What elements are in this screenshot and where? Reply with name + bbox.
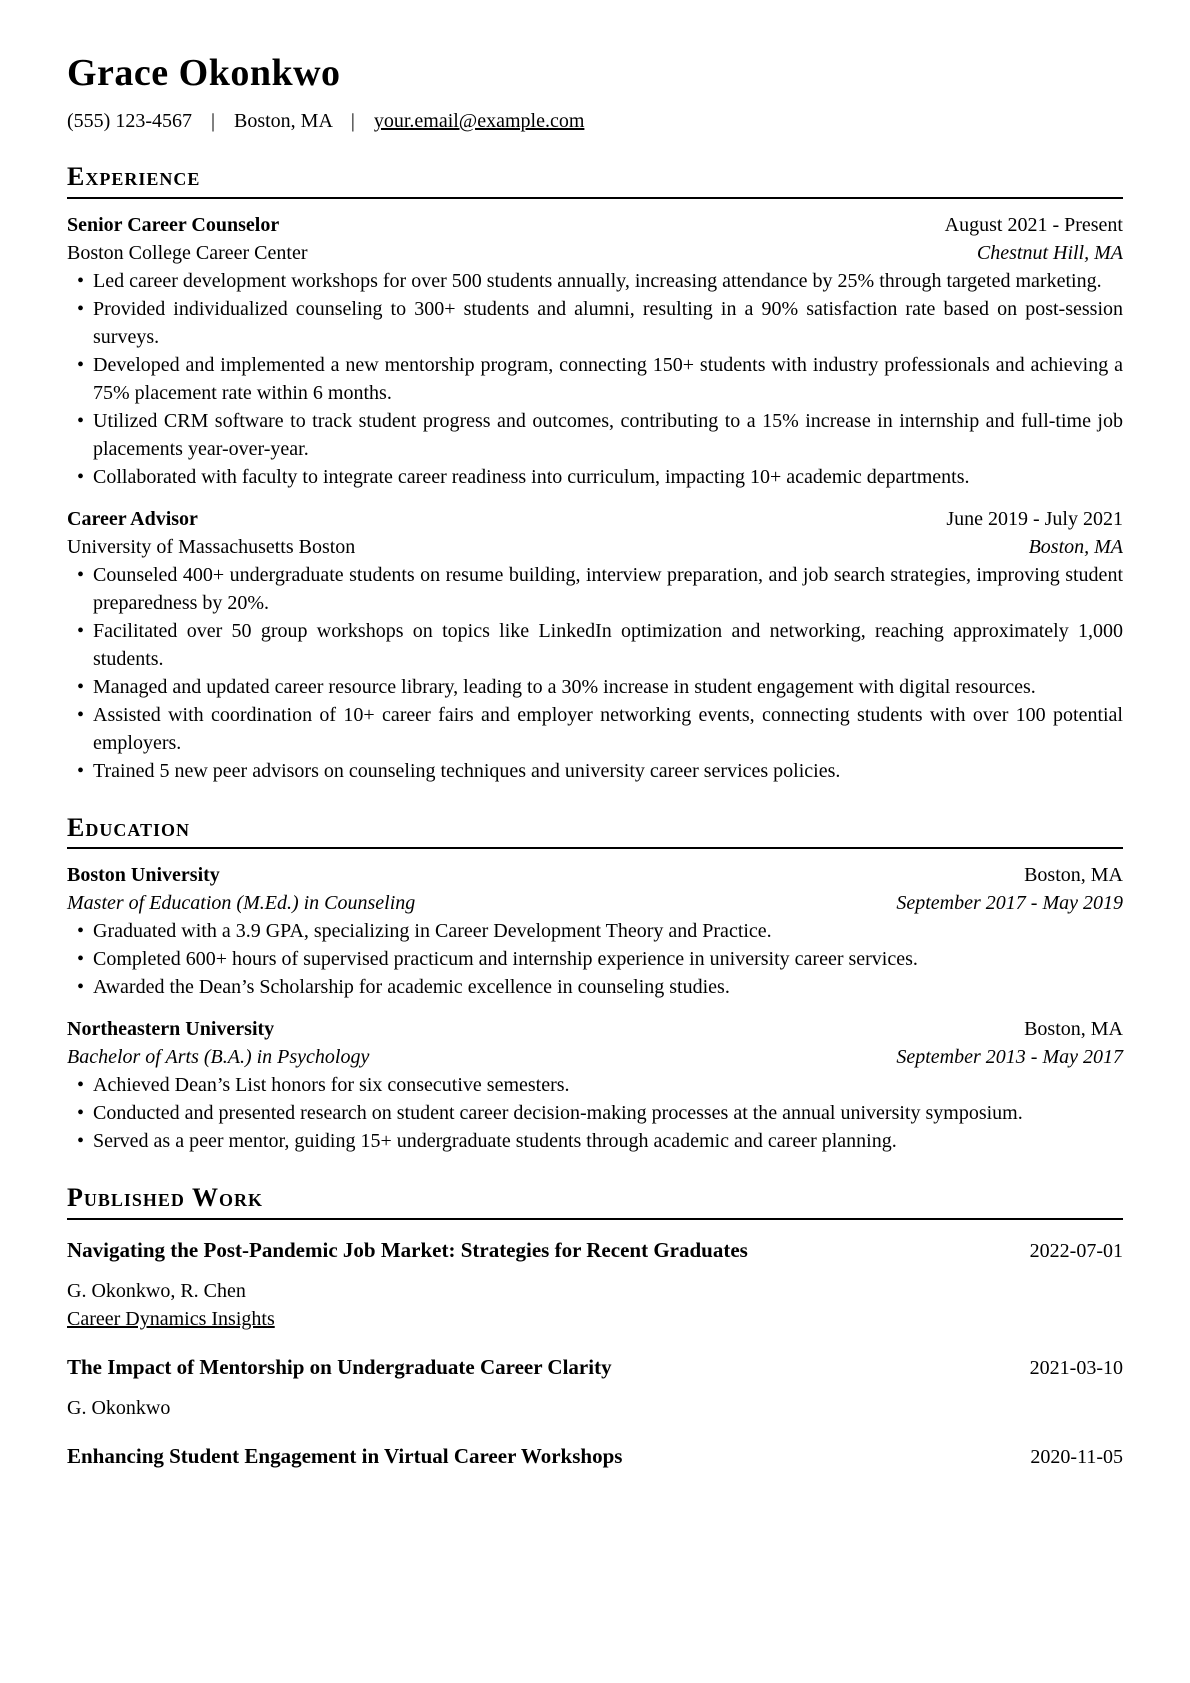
publication-title: The Impact of Mentorship on Undergraduate Career Clarity	[67, 1355, 612, 1380]
contact-separator: |	[210, 109, 215, 132]
school-name: Northeastern University	[67, 1018, 275, 1041]
bullet-item: • Led career development workshops for over 500 students annually, increasing attendance by 25% through targeted marketing.	[67, 267, 1123, 295]
education-entries	[67, 861, 1123, 1155]
publication-title: Navigating the Post-Pandemic Job Market: Strategies for Recent Graduates	[67, 1238, 748, 1263]
publication-authors: G. Okonkwo	[67, 1397, 171, 1420]
job-location: Chestnut Hill, MA	[976, 241, 1123, 264]
bullet-item: • Developed and implemented a new mentorship program, connecting 150+ students with industry professionals and achieving a 75% placement rate within 6 months.	[67, 351, 1123, 407]
publication-entry	[67, 1236, 1123, 1333]
bullet-item: • Conducted and presented research on student career decision-making processes at the annual university symposium.	[67, 1099, 1123, 1127]
bullet-item: • Counseled 400+ undergraduate students on resume building, interview preparation, and job search strategies, improving student preparedness by 20%.	[67, 561, 1123, 617]
bullet-item: • Collaborated with faculty to integrate career readiness into curriculum, impacting 10+ academic departments.	[67, 463, 1123, 491]
school-location: Boston, MA	[1024, 1018, 1123, 1041]
job-location: Boston, MA	[1028, 535, 1123, 558]
job-dates: August 2021 - Present	[944, 213, 1123, 236]
bullet-item: • Completed 600+ hours of supervised practicum and internship experience in university career services.	[67, 945, 1123, 973]
bullet-item: • Achieved Dean’s List honors for six consecutive semesters.	[67, 1071, 1123, 1099]
bullet-item: • Awarded the Dean’s Scholarship for academic excellence in counseling studies.	[67, 973, 1123, 1001]
bullet-item: • Served as a peer mentor, guiding 15+ undergraduate students through academic and career planning.	[67, 1127, 1123, 1155]
phone-number: (555) 123-4567	[67, 109, 192, 132]
location-text: Boston, MA	[234, 109, 332, 132]
education-section-title: Education	[67, 813, 1123, 850]
section-experience	[67, 162, 1123, 785]
section-published-work	[67, 1183, 1123, 1471]
school-name: Boston University	[67, 864, 220, 887]
bullet-item: • Assisted with coordination of 10+ career fairs and employer networking events, connecting students with over 100 potential employers.	[67, 701, 1123, 757]
job-dates: June 2019 - July 2021	[946, 507, 1123, 530]
education-entry	[67, 861, 1123, 1001]
resume-header	[67, 52, 1123, 134]
school-bullet-list	[67, 917, 1123, 1001]
publication-entry	[67, 1442, 1123, 1471]
school-dates: September 2017 - May 2019	[896, 892, 1123, 915]
publication-date: 2022-07-01	[1029, 1240, 1123, 1263]
person-name: Grace Okonkwo	[67, 52, 341, 94]
company-name: University of Massachusetts Boston	[67, 535, 356, 558]
publication-entry	[67, 1353, 1123, 1422]
experience-entries	[67, 211, 1123, 785]
job-title: Senior Career Counselor	[67, 213, 280, 236]
contact-line	[67, 108, 1123, 134]
published-work-section-title: Published Work	[67, 1183, 1123, 1220]
publication-venue-link[interactable]: Career Dynamics Insights	[67, 1308, 275, 1331]
degree-name: Bachelor of Arts (B.A.) in Psychology	[67, 1046, 370, 1069]
publication-entries	[67, 1236, 1123, 1471]
school-location: Boston, MA	[1024, 864, 1123, 887]
publication-title: Enhancing Student Engagement in Virtual Career Workshops	[67, 1444, 623, 1469]
experience-entry	[67, 211, 1123, 491]
bullet-item: • Trained 5 new peer advisors on counseling techniques and university career services policies.	[67, 757, 1123, 785]
contact-separator: |	[350, 109, 355, 132]
section-education	[67, 813, 1123, 1156]
bullet-item: • Provided individualized counseling to 300+ students and alumni, resulting in a 90% satisfaction rate based on post-session surveys.	[67, 295, 1123, 351]
experience-entry	[67, 505, 1123, 785]
job-bullet-list	[67, 267, 1123, 491]
company-name: Boston College Career Center	[67, 241, 308, 264]
bullet-item: • Managed and updated career resource library, leading to a 30% increase in student engagement with digital resources.	[67, 673, 1123, 701]
bullet-item: • Graduated with a 3.9 GPA, specializing in Career Development Theory and Practice.	[67, 917, 1123, 945]
school-dates: September 2013 - May 2017	[896, 1046, 1123, 1069]
degree-name: Master of Education (M.Ed.) in Counseling	[67, 892, 416, 915]
bullet-item: • Utilized CRM software to track student progress and outcomes, contributing to a 15% increase in internship and full-time job placements year-over-year.	[67, 407, 1123, 463]
school-bullet-list	[67, 1071, 1123, 1155]
experience-section-title: Experience	[67, 162, 1123, 199]
publication-date: 2020-11-05	[1030, 1446, 1123, 1469]
bullet-item: • Facilitated over 50 group workshops on topics like LinkedIn optimization and networking, reaching approximately 1,000 students.	[67, 617, 1123, 673]
email-link[interactable]: your.email@example.com	[373, 109, 585, 132]
job-bullet-list	[67, 561, 1123, 785]
publication-date: 2021-03-10	[1029, 1357, 1123, 1380]
education-entry	[67, 1015, 1123, 1155]
publication-authors: G. Okonkwo, R. Chen	[67, 1280, 246, 1303]
job-title: Career Advisor	[67, 507, 198, 530]
